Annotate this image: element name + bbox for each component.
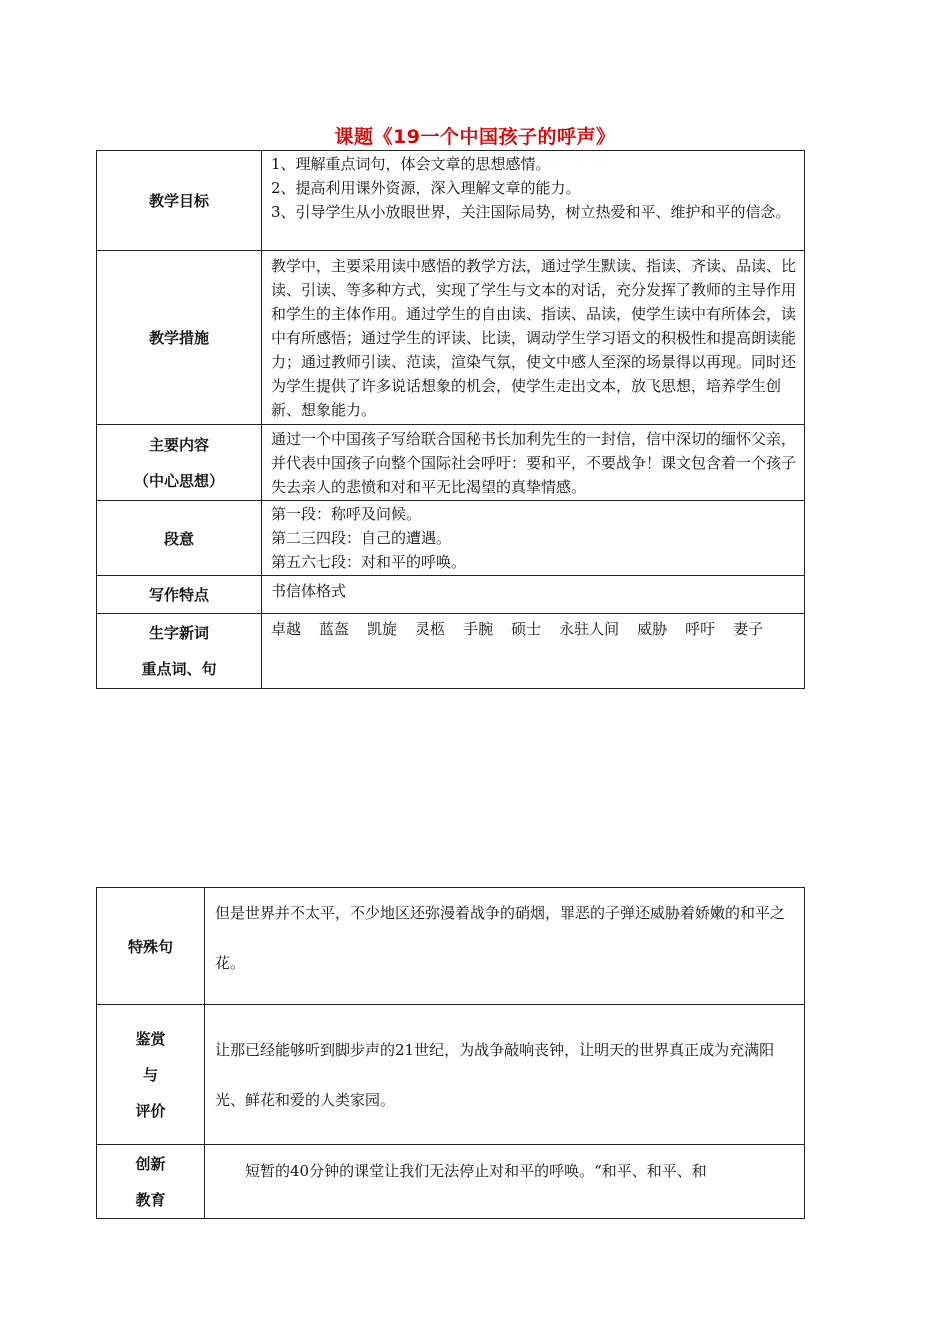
label-line: （中心思想） (133, 471, 224, 490)
vocab-word: 蓝盔 (319, 620, 350, 638)
label-line: 主要内容 (148, 435, 209, 454)
row-label-appreciation (97, 1005, 205, 1145)
table-row-measures (97, 251, 805, 425)
page-title: 课题《19一个中国孩子的呼声》 (334, 126, 616, 148)
row-label-new-words (97, 614, 262, 689)
label-line: 与 (142, 1065, 158, 1084)
label-line: 鉴赏 (135, 1029, 166, 1048)
table-row-goals (97, 151, 805, 251)
label-line: 评价 (135, 1101, 166, 1120)
row-content-paragraphs (262, 501, 805, 576)
row-label-writing: 写作特点 (97, 576, 262, 614)
row-label-measures: 教学措施 (97, 251, 262, 425)
vocab-word: 永驻人间 (559, 620, 620, 638)
vocab-word: 威胁 (637, 620, 668, 638)
label-line: 教育 (135, 1190, 166, 1209)
paragraph-item: 第五六七段：对和平的呼唤。 (271, 553, 467, 571)
row-content-new-words (262, 614, 805, 689)
row-content-appreciation (205, 1005, 805, 1145)
appreciation-text: 让那已经能够听到脚步声的21世纪，为战争敲响丧钟，让明天的世界真正成为充满阳光、鲜花和爱的人类家园。 (215, 1040, 775, 1109)
table-row-new-words (97, 614, 805, 689)
row-label-main-content (97, 425, 262, 501)
row-label-special: 特殊句 (97, 888, 205, 1005)
goal-item: 3、引导学生从小放眼世界，关注国际局势，树立热爱和平、维护和平的信念。 (271, 203, 791, 221)
lesson-plan-table (96, 150, 805, 689)
row-content-measures (262, 251, 805, 425)
special-text: 但是世界并不太平，不少地区还弥漫着战争的硝烟，罪恶的子弹还威胁着娇嫩的和平之花。 (215, 904, 786, 972)
goal-item: 1、理解重点词句，体会文章的思想感情。 (271, 155, 551, 173)
goal-item: 2、提高利用课外资源，深入理解文章的能力。 (271, 179, 581, 197)
table-row-writing (97, 576, 805, 614)
vocab-word: 手腕 (463, 620, 494, 638)
label-line: 生字新词 (148, 624, 209, 642)
vocab-word: 妻子 (733, 620, 764, 638)
row-label-paragraphs: 段意 (97, 501, 262, 576)
label-line: 重点词、句 (141, 660, 217, 678)
paragraph-item: 第一段：称呼及问候。 (271, 505, 422, 523)
vocab-word: 凯旋 (367, 620, 398, 638)
row-content-main-content (262, 425, 805, 501)
table-row-innovation (97, 1145, 805, 1219)
table-row-main-content (97, 425, 805, 501)
row-label-innovation (97, 1145, 205, 1219)
label-line: 创新 (135, 1154, 166, 1173)
lesson-plan-table-continued (96, 887, 805, 1219)
vocab-word: 呼吁 (685, 620, 716, 638)
row-content-writing (262, 576, 805, 614)
measures-text: 教学中，主要采用读中感悟的教学方法，通过学生默读、指读、齐读、品读、比读、引读、等多种方式，实现了学生与文本的对话，充分发挥了教师的主导作用和学生的主体作用。通过学生的自由读、指读、品读，使学生读中有所体会，读中有所感悟；通过学生的评读、比读，调动学生学习语文的积极性和提高朗读能力；通过教师引读、范读，渲染气氛，使文中感人至深的场景得以再现。同时还为学生提供了许多说话想象的机会，使学生走出文本，放飞思想，培养学生创新、想象能力。 (271, 257, 797, 419)
vocab-word: 硕士 (511, 620, 542, 638)
innovation-text: 短暂的40分钟的课堂让我们无法停止对和平的呼唤。“和平、和平、和 (245, 1162, 707, 1180)
paragraph-item: 第二三四段：自己的遭遇。 (271, 529, 452, 547)
table-row-paragraphs (97, 501, 805, 576)
row-content-goals (262, 151, 805, 251)
row-content-innovation (205, 1145, 805, 1219)
row-content-special (205, 888, 805, 1005)
main-content-text: 通过一个中国孩子写给联合国秘书长加利先生的一封信，信中深切的缅怀父亲，并代表中国孩子向整个国际社会呼吁：要和平，不要战争！课文包含着一个孩子失去亲人的悲愤和对和平无比渴望的真挚情感。 (271, 430, 797, 496)
table-row-special (97, 888, 805, 1005)
table-row-appreciation (97, 1005, 805, 1145)
row-label-goals: 教学目标 (97, 151, 262, 251)
vocab-word: 灵柩 (415, 620, 446, 638)
writing-text: 书信体格式 (271, 582, 347, 600)
vocab-word: 卓越 (271, 620, 302, 638)
